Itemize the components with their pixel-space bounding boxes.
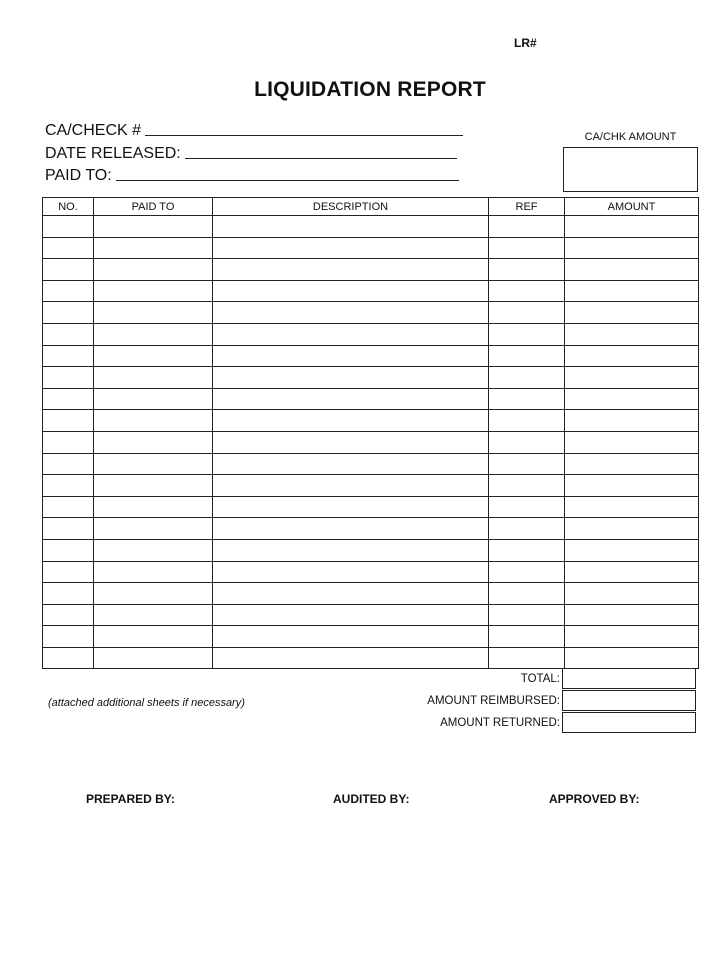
table-row (43, 302, 699, 324)
cell-no[interactable] (43, 302, 94, 324)
cell-ref[interactable] (489, 259, 565, 281)
amount-returned-box[interactable] (562, 712, 696, 733)
table-row (43, 626, 699, 648)
ca-check-label: CA/CHECK # (45, 122, 142, 139)
cell-description[interactable] (213, 216, 489, 238)
column-header-description: DESCRIPTION (213, 198, 489, 216)
cell-paid-to[interactable] (94, 216, 213, 238)
cell-amount[interactable] (565, 518, 699, 540)
cell-description[interactable] (213, 302, 489, 324)
expense-table (42, 197, 699, 669)
table-row (43, 410, 699, 432)
cell-no[interactable] (43, 345, 94, 367)
cell-description[interactable] (213, 367, 489, 389)
prepared-by-label: PREPARED BY: (86, 792, 175, 806)
page-title: LIQUIDATION REPORT (254, 78, 486, 101)
cell-ref[interactable] (489, 604, 565, 626)
table-row (43, 280, 699, 302)
table-row (43, 518, 699, 540)
table-row (43, 604, 699, 626)
cell-no[interactable] (43, 431, 94, 453)
table-row (43, 259, 699, 281)
paid-to-field (45, 167, 459, 185)
cell-amount[interactable] (565, 561, 699, 583)
cell-ref[interactable] (489, 626, 565, 648)
table-header-row (43, 198, 699, 216)
cell-paid-to[interactable] (94, 561, 213, 583)
cell-ref[interactable] (489, 583, 565, 605)
total-amount-box[interactable] (562, 668, 696, 689)
ca-chk-amount-label: CA/CHK AMOUNT (584, 131, 677, 143)
cell-ref[interactable] (489, 280, 565, 302)
amount-reimbursed-label: AMOUNT REIMBURSED: (427, 694, 560, 707)
cell-paid-to[interactable] (94, 431, 213, 453)
additional-sheets-note: (attached additional sheets if necessary) (48, 697, 245, 709)
ca-check-input-line[interactable] (145, 134, 463, 136)
table-row (43, 539, 699, 561)
cell-no[interactable] (43, 604, 94, 626)
cell-no[interactable] (43, 496, 94, 518)
cell-amount[interactable] (565, 280, 699, 302)
date-released-field (45, 145, 457, 163)
cell-no[interactable] (43, 323, 94, 345)
approved-by-label: APPROVED BY: (549, 792, 640, 806)
cell-no[interactable] (43, 561, 94, 583)
amount-reimbursed-row (400, 690, 696, 711)
cell-amount[interactable] (565, 647, 699, 669)
cell-description[interactable] (213, 539, 489, 561)
table-row (43, 475, 699, 497)
table-row (43, 388, 699, 410)
paid-to-label: PAID TO: (45, 167, 112, 184)
cell-paid-to[interactable] (94, 539, 213, 561)
cell-paid-to[interactable] (94, 367, 213, 389)
cell-paid-to[interactable] (94, 518, 213, 540)
table-row (43, 216, 699, 238)
cell-paid-to[interactable] (94, 302, 213, 324)
cell-no[interactable] (43, 280, 94, 302)
table-body (43, 216, 699, 669)
table-row (43, 367, 699, 389)
cell-ref[interactable] (489, 302, 565, 324)
cell-ref[interactable] (489, 345, 565, 367)
cell-no[interactable] (43, 539, 94, 561)
table-row (43, 647, 699, 669)
cell-description[interactable] (213, 453, 489, 475)
cell-paid-to[interactable] (94, 410, 213, 432)
cell-amount[interactable] (565, 626, 699, 648)
cell-no[interactable] (43, 475, 94, 497)
cell-paid-to[interactable] (94, 604, 213, 626)
cell-ref[interactable] (489, 367, 565, 389)
column-header-amount: AMOUNT (565, 198, 699, 216)
cell-ref[interactable] (489, 388, 565, 410)
cell-paid-to[interactable] (94, 237, 213, 259)
cell-amount[interactable] (565, 583, 699, 605)
cell-description[interactable] (213, 626, 489, 648)
cell-paid-to[interactable] (94, 388, 213, 410)
cell-amount[interactable] (565, 496, 699, 518)
cell-description[interactable] (213, 583, 489, 605)
cell-paid-to[interactable] (94, 496, 213, 518)
cell-amount[interactable] (565, 475, 699, 497)
cell-description[interactable] (213, 388, 489, 410)
amount-returned-row (400, 712, 696, 733)
column-header-paid-to: PAID TO (94, 198, 213, 216)
cell-ref[interactable] (489, 496, 565, 518)
column-header-ref: REF (489, 198, 565, 216)
cell-no[interactable] (43, 626, 94, 648)
cell-ref[interactable] (489, 518, 565, 540)
table-row (43, 431, 699, 453)
cell-amount[interactable] (565, 237, 699, 259)
cell-description[interactable] (213, 604, 489, 626)
cell-description[interactable] (213, 431, 489, 453)
cell-paid-to[interactable] (94, 475, 213, 497)
total-row (400, 668, 696, 689)
cell-description[interactable] (213, 647, 489, 669)
cell-ref[interactable] (489, 237, 565, 259)
date-released-input-line[interactable] (185, 157, 457, 159)
table-row (43, 561, 699, 583)
cell-no[interactable] (43, 216, 94, 238)
cell-description[interactable] (213, 518, 489, 540)
cell-amount[interactable] (565, 259, 699, 281)
cell-no[interactable] (43, 259, 94, 281)
cell-description[interactable] (213, 259, 489, 281)
cell-amount[interactable] (565, 323, 699, 345)
cell-no[interactable] (43, 410, 94, 432)
paid-to-input-line[interactable] (116, 179, 459, 181)
cell-amount[interactable] (565, 410, 699, 432)
cell-amount[interactable] (565, 388, 699, 410)
table-row (43, 237, 699, 259)
cell-amount[interactable] (565, 216, 699, 238)
cell-ref[interactable] (489, 323, 565, 345)
table-row (43, 345, 699, 367)
cell-amount[interactable] (565, 302, 699, 324)
ca-check-field (45, 122, 463, 140)
cell-no[interactable] (43, 647, 94, 669)
cell-amount[interactable] (565, 604, 699, 626)
ca-chk-amount-box[interactable] (563, 147, 698, 192)
total-label: TOTAL: (520, 672, 560, 685)
cell-amount[interactable] (565, 345, 699, 367)
cell-no[interactable] (43, 237, 94, 259)
audited-by-label: AUDITED BY: (333, 792, 410, 806)
cell-ref[interactable] (489, 561, 565, 583)
cell-no[interactable] (43, 518, 94, 540)
cell-paid-to[interactable] (94, 647, 213, 669)
cell-description[interactable] (213, 323, 489, 345)
cell-ref[interactable] (489, 410, 565, 432)
cell-ref[interactable] (489, 475, 565, 497)
cell-description[interactable] (213, 345, 489, 367)
cell-no[interactable] (43, 453, 94, 475)
cell-no[interactable] (43, 367, 94, 389)
cell-paid-to[interactable] (94, 453, 213, 475)
cell-amount[interactable] (565, 539, 699, 561)
cell-paid-to[interactable] (94, 626, 213, 648)
cell-ref[interactable] (489, 431, 565, 453)
cell-description[interactable] (213, 561, 489, 583)
cell-paid-to[interactable] (94, 323, 213, 345)
cell-description[interactable] (213, 237, 489, 259)
cell-ref[interactable] (489, 539, 565, 561)
cell-description[interactable] (213, 475, 489, 497)
column-header-no: NO. (43, 198, 94, 216)
cell-no[interactable] (43, 583, 94, 605)
cell-ref[interactable] (489, 647, 565, 669)
cell-ref[interactable] (489, 216, 565, 238)
cell-paid-to[interactable] (94, 345, 213, 367)
table-row (43, 583, 699, 605)
cell-amount[interactable] (565, 431, 699, 453)
date-released-label: DATE RELEASED: (45, 145, 181, 162)
cell-amount[interactable] (565, 367, 699, 389)
amount-reimbursed-box[interactable] (562, 690, 696, 711)
cell-amount[interactable] (565, 453, 699, 475)
cell-description[interactable] (213, 496, 489, 518)
cell-description[interactable] (213, 280, 489, 302)
table-row (43, 323, 699, 345)
cell-paid-to[interactable] (94, 280, 213, 302)
cell-paid-to[interactable] (94, 583, 213, 605)
table-row (43, 453, 699, 475)
cell-description[interactable] (213, 410, 489, 432)
amount-returned-label: AMOUNT RETURNED: (440, 716, 560, 729)
cell-no[interactable] (43, 388, 94, 410)
table-row (43, 496, 699, 518)
lr-number-label: LR# (514, 36, 537, 50)
cell-ref[interactable] (489, 453, 565, 475)
cell-paid-to[interactable] (94, 259, 213, 281)
